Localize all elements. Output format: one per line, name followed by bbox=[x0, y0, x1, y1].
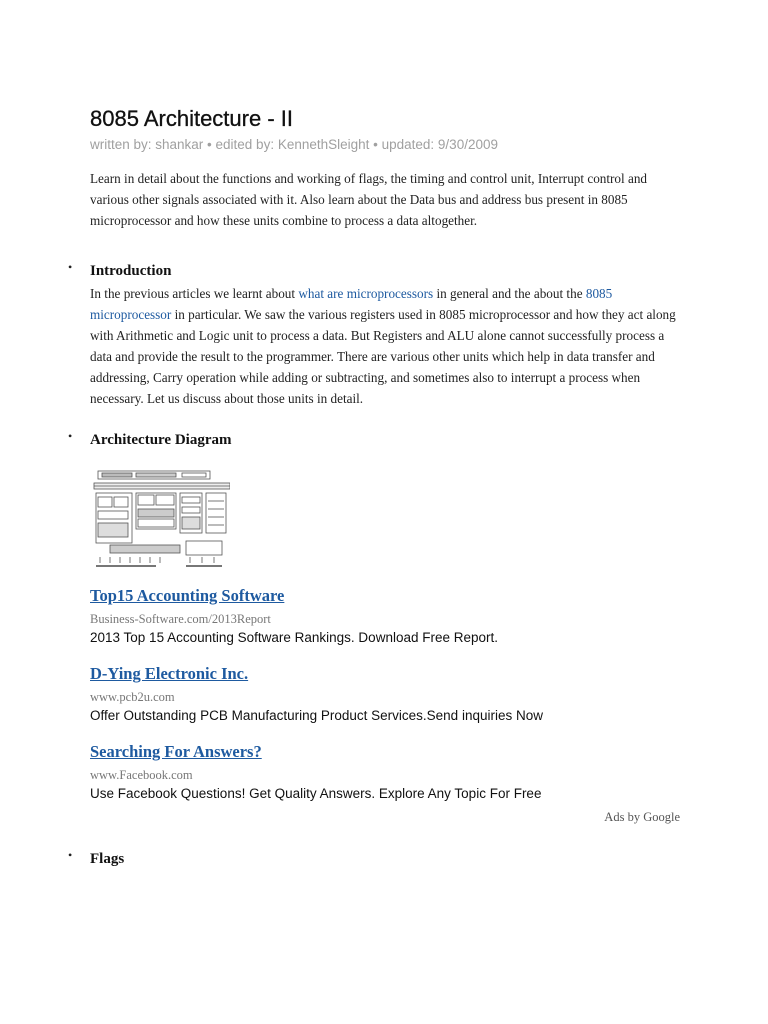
ad-title-link[interactable]: Top15 Accounting Software bbox=[90, 586, 285, 605]
ad-description: 2013 Top 15 Accounting Software Rankings. Download Free Report. bbox=[90, 630, 498, 645]
ad-item bbox=[90, 584, 680, 648]
section-introduction bbox=[68, 260, 680, 409]
section-architecture bbox=[68, 429, 680, 576]
article bbox=[68, 104, 680, 870]
article-summary: Learn in detail about the functions and working of flags, the timing and control unit, Interrupt control and various other signals associated with it. Also learn about the Data bus and address bus present in 8085 microprocessor and how these units combine to process a data altogether. bbox=[90, 171, 648, 228]
bullet: • bbox=[68, 429, 73, 443]
ad-url[interactable]: www.Facebook.com bbox=[90, 768, 193, 782]
architecture-diagram-image[interactable] bbox=[90, 461, 230, 571]
ad-description: Offer Outstanding PCB Manufacturing Product Services.Send inquiries Now bbox=[90, 708, 543, 723]
ad-url[interactable]: www.pcb2u.com bbox=[90, 690, 175, 704]
bullet: • bbox=[68, 260, 73, 274]
section-heading-introduction: Introduction bbox=[90, 263, 172, 279]
bullet: • bbox=[68, 848, 73, 862]
ad-item bbox=[90, 740, 680, 804]
link-8085-microprocessor[interactable]: 8085 microprocessor bbox=[90, 286, 613, 322]
section-heading-flags: Flags bbox=[90, 851, 125, 867]
introduction-text bbox=[90, 283, 680, 409]
introduction-text-part: In the previous articles we learnt about bbox=[90, 286, 299, 301]
ad-title-link[interactable]: Searching For Answers? bbox=[90, 742, 262, 761]
section-heading-architecture: Architecture Diagram bbox=[90, 432, 232, 448]
link-what-are-microprocessors[interactable]: what are microprocessors bbox=[298, 286, 434, 301]
ad-item bbox=[90, 662, 680, 726]
introduction-text-part: in particular. We saw the various registers used in 8085 microprocessor and how they act along with Arithmetic and Logic unit to process a data. But Registers and ALU alone cannot successfully process a data and provide the result to the programmer. There are various other units which help in data transfer and addressing, Carry operation while adding or subtracting, and sometimes also to interrupt a process when necessary. Let us discuss about those units in detail. bbox=[90, 307, 676, 406]
introduction-text-part: in general and the about the bbox=[433, 286, 586, 301]
ad-url[interactable]: Business-Software.com/2013Report bbox=[90, 612, 271, 626]
ad-description: Use Facebook Questions! Get Quality Answers. Explore Any Topic For Free bbox=[90, 786, 542, 801]
byline: written by: shankar • edited by: KennethSleight • updated: 9/30/2009 bbox=[90, 137, 498, 152]
section-flags bbox=[68, 848, 680, 870]
ads-by-google-link[interactable]: Ads by Google bbox=[604, 810, 680, 824]
page-title: 8085 Architecture - II bbox=[90, 106, 293, 131]
ad-title-link[interactable]: D-Ying Electronic Inc. bbox=[90, 664, 249, 683]
google-ads-block bbox=[90, 584, 680, 826]
